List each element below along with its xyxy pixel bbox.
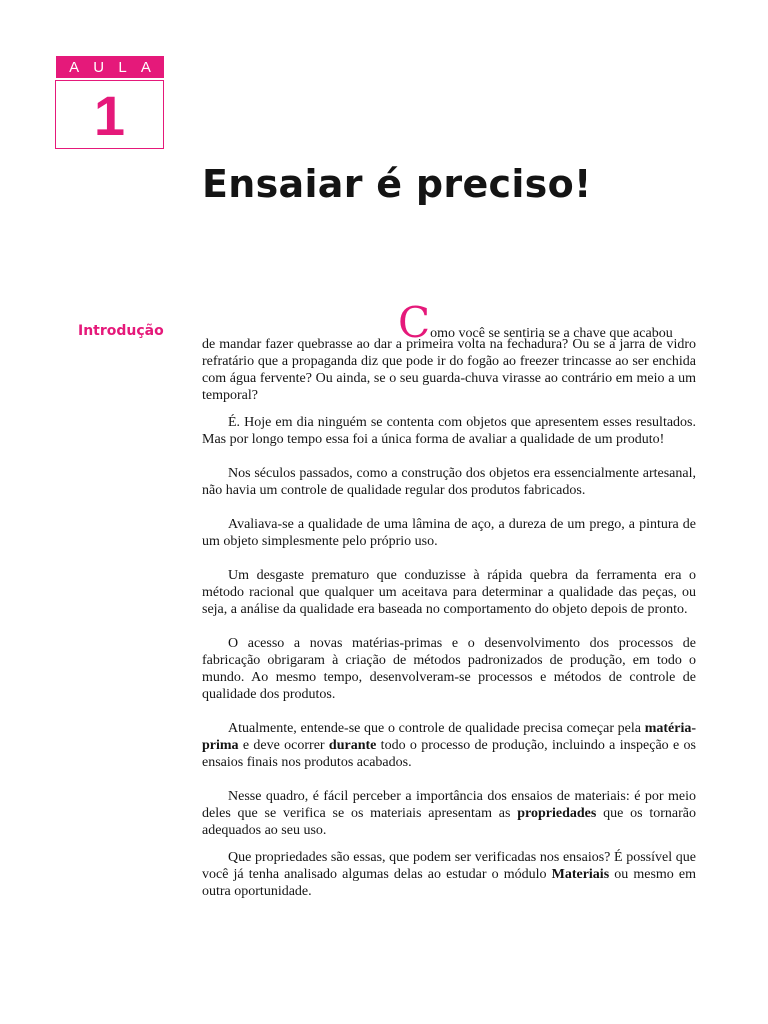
page-title: Ensaiar é preciso!	[202, 162, 592, 206]
paragraph: O acesso a novas matérias-primas e o desenvolvimento dos processos de fabricação obrigaram à criação de métodos padronizados de produção, em todo o mundo. Ao mesmo tempo, desenvolveram-se processos e métodos de controle de qualidade dos produtos.	[202, 636, 696, 702]
bold-term: durante	[328, 738, 377, 753]
lesson-label-letter: U	[93, 58, 105, 76]
lesson-label-letter: L	[118, 58, 127, 76]
intro-first-line	[202, 298, 696, 347]
paragraph: Avaliava-se a qualidade de uma lâmina de aço, a dureza de um prego, a pintura de um objeto simplesmente pelo próprio uso.	[202, 517, 696, 549]
paragraph-text: ou mesmo em outra oportunidade.	[202, 867, 696, 899]
bold-term: matéria-prima	[202, 721, 696, 753]
paragraph: Um desgaste prematuro que conduzisse à rápida quebra da ferramenta era o método racional que qualquer um aceitava para determinar a qualidade das peças, ou seja, a análise da qualidade era baseada no comportamento do objeto depois de pronto.	[202, 568, 696, 617]
paragraph-text: todo o processo de produção, incluindo a inspeção e os ensaios finais nos produtos acabados.	[202, 738, 696, 770]
bold-term: Materiais	[551, 867, 610, 882]
paragraph	[202, 788, 696, 839]
paragraph	[202, 720, 696, 771]
paragraph: É. Hoje em dia ninguém se contenta com objetos que apresentem esses resultados. Mas por longo tempo essa foi a única forma de avaliar a qualidade de um produto!	[202, 415, 696, 447]
lesson-label	[56, 56, 164, 78]
intro-rest-text: de mandar fazer quebrasse ao dar a primeira volta na fechadura? Ou se a jarra de vidro refratário que a propaganda diz que pode ir do fogão ao freezer trincasse ao ser enchida com água fervente? Ou ainda, se o seu guarda-chuva virasse ao contrário em meio a um temporal?	[202, 337, 696, 403]
paragraph-text: e deve ocorrer	[238, 738, 329, 753]
lesson-label-letter: A	[69, 58, 80, 76]
paragraph-text: Nesse quadro, é fácil perceber a importância dos ensaios de materiais: é por meio deles que se verifica se os materiais apresentam as	[202, 789, 696, 821]
intro-first-line-text: omo você se sentiria se a chave que acabou	[430, 326, 673, 341]
paragraph-text: Que propriedades são essas, que podem ser verificadas nos ensaios? É possível que você já tenha analisado algumas delas ao estudar o módulo	[202, 850, 696, 882]
paragraph-text: Atualmente, entende-se que o controle de qualidade precisa começar pela	[228, 721, 645, 736]
lesson-label-letter: A	[140, 58, 151, 76]
body-text	[202, 298, 696, 900]
drop-cap: C	[398, 298, 431, 347]
lesson-number: 1	[93, 83, 126, 147]
paragraph: Nos séculos passados, como a construção dos objetos era essencialmente artesanal, não havia um controle de qualidade regular dos produtos fabricados.	[202, 466, 696, 498]
paragraph	[202, 849, 696, 900]
lesson-number-box	[55, 80, 164, 149]
intro-paragraph	[202, 298, 696, 404]
section-label: Introdução	[78, 323, 164, 339]
paragraph-text: que os tornarão adequados ao seu uso.	[202, 806, 696, 838]
bold-term: propriedades	[517, 806, 597, 821]
